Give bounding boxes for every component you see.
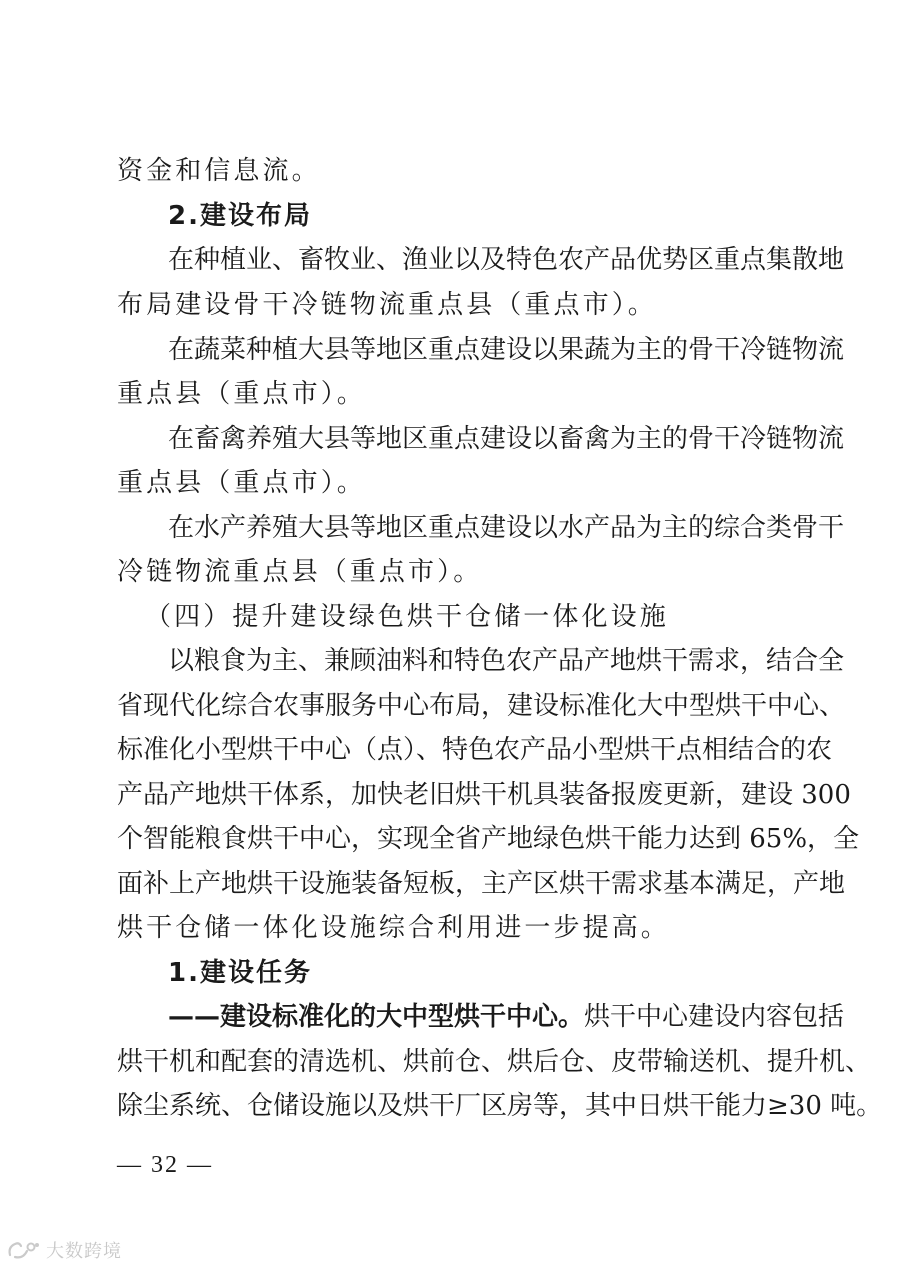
text-line-12: 以粮食为主、兼顾油料和特色农产品产地烘干需求，结合全 bbox=[168, 646, 845, 676]
dashuo-logo-icon bbox=[6, 1239, 40, 1261]
section-heading-drying: （四）提升建设绿色烘干仓储一体化设施 bbox=[145, 602, 669, 632]
text-line-10: 冷链物流重点县（重点市）。 bbox=[117, 557, 483, 587]
text-line-9: 在水产养殖大县等地区重点建设以水产品为主的综合类骨干 bbox=[168, 513, 845, 543]
text-line-5: 在蔬菜种植大县等地区重点建设以果蔬为主的骨干冷链物流 bbox=[168, 335, 845, 365]
text-line-1: 资金和信息流。 bbox=[117, 156, 321, 186]
text-line-21: 烘干机和配套的清选机、烘前仓、烘后仓、皮带输送机、提升机、 bbox=[117, 1047, 872, 1077]
section-heading-tasks: 1.建设任务 bbox=[168, 958, 312, 988]
text-line-16: 个智能粮食烘干中心，实现全省产地绿色烘干能力达到 65%，全 bbox=[117, 824, 860, 854]
text-line-15: 产品产地烘干体系，加快老旧烘干机具装备报废更新，建设 300 bbox=[117, 780, 851, 810]
text-line-7: 在畜禽养殖大县等地区重点建设以畜禽为主的骨干冷链物流 bbox=[168, 424, 845, 454]
text-line-3: 在种植业、畜牧业、渔业以及特色农产品优势区重点集散地 bbox=[168, 245, 845, 275]
text-line-4: 布局建设骨干冷链物流重点县（重点市）。 bbox=[117, 290, 657, 320]
text-line-18: 烘干仓储一体化设施综合利用进一步提高。 bbox=[117, 913, 670, 943]
text-line-17: 面补上产地烘干设施装备短板，主产区烘干需求基本满足，产地 bbox=[117, 869, 846, 899]
page-number: — 32 — bbox=[117, 1152, 213, 1178]
section-heading-layout: 2.建设布局 bbox=[168, 201, 312, 231]
text-line-14: 标准化小型烘干中心（点）、特色农产品小型烘干点相结合的农 bbox=[117, 735, 833, 765]
text-line-8: 重点县（重点市）。 bbox=[117, 468, 366, 498]
text-line-13: 省现代化综合农事服务中心布局，建设标准化大中型烘干中心、 bbox=[117, 691, 846, 721]
text-line-6: 重点县（重点市）。 bbox=[117, 379, 366, 409]
watermark bbox=[6, 1236, 122, 1264]
task-heading-drying-center: ——建设标准化的大中型烘干中心。 bbox=[168, 1002, 585, 1032]
task-description-start: 烘干中心建设内容包括 bbox=[584, 1002, 845, 1032]
watermark-text: 大数跨境 bbox=[46, 1241, 122, 1262]
text-line-22: 除尘系统、仓储设施以及烘干厂区房等，其中日烘干能力≥30 吨。 bbox=[117, 1091, 883, 1121]
text-line-20 bbox=[168, 1002, 845, 1032]
